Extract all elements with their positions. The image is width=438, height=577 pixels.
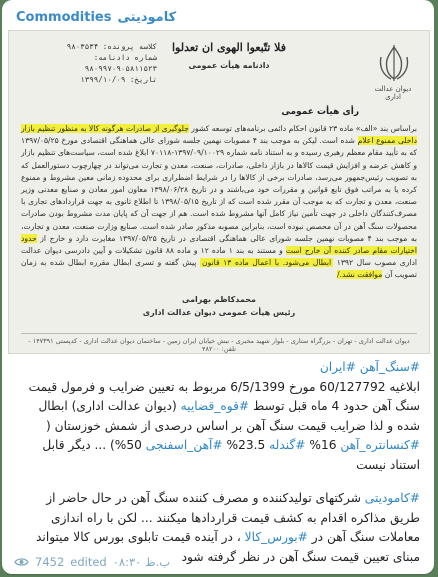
hashtag-link[interactable]: #قوه_قضاییه — [180, 399, 250, 413]
document-subheading: دادنامه هیأت عمومی — [188, 61, 270, 70]
hashtag-link[interactable]: #گندله — [269, 438, 306, 452]
hashtag-link[interactable]: #بورس_کالا — [244, 530, 308, 544]
document-text: شده است. لیکن به موجب بند ۴ مصوبات نهمین جلسه شورای عالی هماهنگی اقتصادی مورخ ۱۳۹۷/۰۵/۲۵ که به تأیید مقام معظم رهبری رسیده و به استناد نامه شماره ۱۳۹۷/۰۹/۱۰۰۲۹-۷۰۱۱۸ ابلاغ شده است، سیاست‌های تنظیم بازار و کاهش عرضه و افزایش قیمت کالاها در بازار داخلی، صادرات، صنعت، معدن و تجارت می‌تواند در چهارچوب دستورالعمل که به تصویب رئیس‌جمهور می‌رسد، صادرات برخی از کالاها را در شرایط اضطراری برای محدوده زمانی معین مشروط و ممنوع کرده یا به مراتب فوق تابع قوانین و مقررات خود می‌باشند و در تاریخ ۱۳۹۸/۰۶/۲۸ معاون امور معادن و صنایع معدنی وزیر صنعت، معدن و تجارت که به موجب آن مقرر شده است که از تاریخ ۱۳۹۸/۰۵/۱۵ تا اطلاع ثانوی به جهت قراردادهای تجاری با مصرف‌کنندگان داخلی در جهت تأمین نیاز کامل آنها مشروط شده است. هم از جهت آن که پایان مدت مشروط بودن صادرات محصولات سنگ آهن در آن محصص نبوده است، بنابراین مصوبه مذکور صادر شده است. — [21, 136, 418, 231]
views-eye-icon — [14, 557, 29, 567]
message-paragraph — [16, 378, 420, 476]
highlighted-text: جلوگیری از صادرات هرگونه کالا به منظور تنظیم بازار داخلی ممنوع اعلام — [21, 124, 417, 146]
message-text — [16, 358, 420, 567]
iran-emblem-icon — [373, 43, 415, 83]
channel-name-en[interactable]: Commodities — [16, 9, 112, 25]
message-text-segment: 23.5% — [222, 438, 270, 452]
document-signature — [9, 293, 429, 319]
document-text: براساس بند «الف» ماده ۲۳ قانون احکام دائمی برنامه‌های توسعه کشور — [191, 124, 417, 133]
message-text-segment: (دیوان عدالت اداری) ابطال شده و لذا ضرایب قیمت سنگ آهن بر اساس درصدی از شمش خوزستان ( — [38, 399, 420, 433]
document-footer: دیوان عدالت اداری - تهران - بزرگراه ستاری - بلوار شهید مخبری - نبش خیابان ایران زمین - ساختمان دیوان عدالت اداری - کدپستی ۱۴۷۳۹۱ - تلفن: ۴۸۲۰۰ — [21, 333, 417, 353]
document-image[interactable] — [8, 30, 430, 354]
channel-name-fa[interactable]: کامودیتی — [117, 9, 177, 25]
highlighted-text: حدود اختیارات مقام صادر کننده آن خارج است — [21, 233, 417, 256]
channel-name-header[interactable] — [16, 6, 420, 28]
views-count: 7452 — [35, 555, 65, 569]
emblem-caption: دیوان عدالت اداری — [374, 85, 412, 101]
document-text: و مستند به بند ۱ ماده ۱۲ و ماده ۸۸ قانون تشکیلات و آیین دادرسی دیوان عدالت اداری مصوب سال ۱۳۹۲ — [21, 246, 417, 268]
hashtag-link[interactable]: #سنگ_آهن — [359, 360, 420, 374]
document-meta-line: کلاسه پرونده: ۹۸۰۳۵۳۴ — [66, 42, 157, 51]
message-text-segment: ابلاغیه 60/127792 مورخ 6/5/1399 مربوط به تعیین ضرایب و فرمول قیمت سنگ آهن حدود 4 ماه قبل توسط — [28, 379, 420, 413]
document-text: پیش گفته و تسری ابطال مقرره ابطال شده به زمان تصویب آن — [21, 258, 417, 280]
document-heading: فلا تتّبعوا الهوی ان تعدلوا — [171, 41, 287, 54]
message-footer — [14, 554, 170, 570]
signer-name: محمدکاظم بهرامی — [181, 295, 256, 304]
document-meta-line: تاریخ: ۱۳۹۹/۱۰/۰۹ — [80, 75, 157, 84]
message-text-segment: ، در آینده قیمت تابلوی بورس کالا میتواند مبنای تعیین قیمت سنگ آهن در نظر گرفته شود — [36, 530, 420, 564]
document-title: رأی هیأت عمومی — [281, 107, 359, 117]
message-text-segment: 16% — [305, 438, 341, 452]
hashtag-line — [16, 358, 420, 378]
highlighted-text: ابطال می‌شود. با اعمال ماده ۱۳ قانون — [202, 258, 332, 268]
document-meta-line: شماره دادنامه: ۹۸۰۹۹۷۰۹۰۵۸۱۱۵۲۳ — [84, 53, 157, 73]
hashtag-link[interactable]: #کنسانتره_آهن — [340, 438, 420, 452]
signer-role: رئیس هیأت عمومی دیوان عدالت اداری — [142, 308, 296, 317]
document-body — [21, 123, 417, 282]
edited-label: edited — [70, 555, 107, 569]
document-meta — [39, 41, 157, 85]
message-text-segment: شرکتهای تولیدکننده و مصرف کننده سنگ آهن در حال حاضر از طریق مذاکره اقدام به کشف قیمت قراردادها میکنند ... لکن با راه اندازی معاملات سنگ آهن در — [46, 491, 420, 544]
message-bubble[interactable] — [2, 0, 434, 574]
highlighted-text: موافقت نشد./ — [336, 270, 383, 280]
message-time: ۰۸:۳۰ ب.ظ — [112, 555, 171, 569]
document-text: صنایع وزارت صنعت، معدن و تجارت، به موجب بند ۴ مصوبات نهمین جلسه شورای عالی هماهنگی اقتصادی در تاریخ ۱۳۹۷/۰۵/۲۵ مغایرت دارد و خارج از — [21, 221, 417, 243]
hashtag-link[interactable]: #آهن_اسفنجی — [145, 438, 223, 452]
hashtag-link[interactable]: #ایران — [319, 360, 356, 374]
hashtag-link[interactable]: #کامودیتی — [364, 491, 420, 505]
message-text-segment: 50%) ... دیگر قابل استناد نیست — [42, 438, 420, 472]
